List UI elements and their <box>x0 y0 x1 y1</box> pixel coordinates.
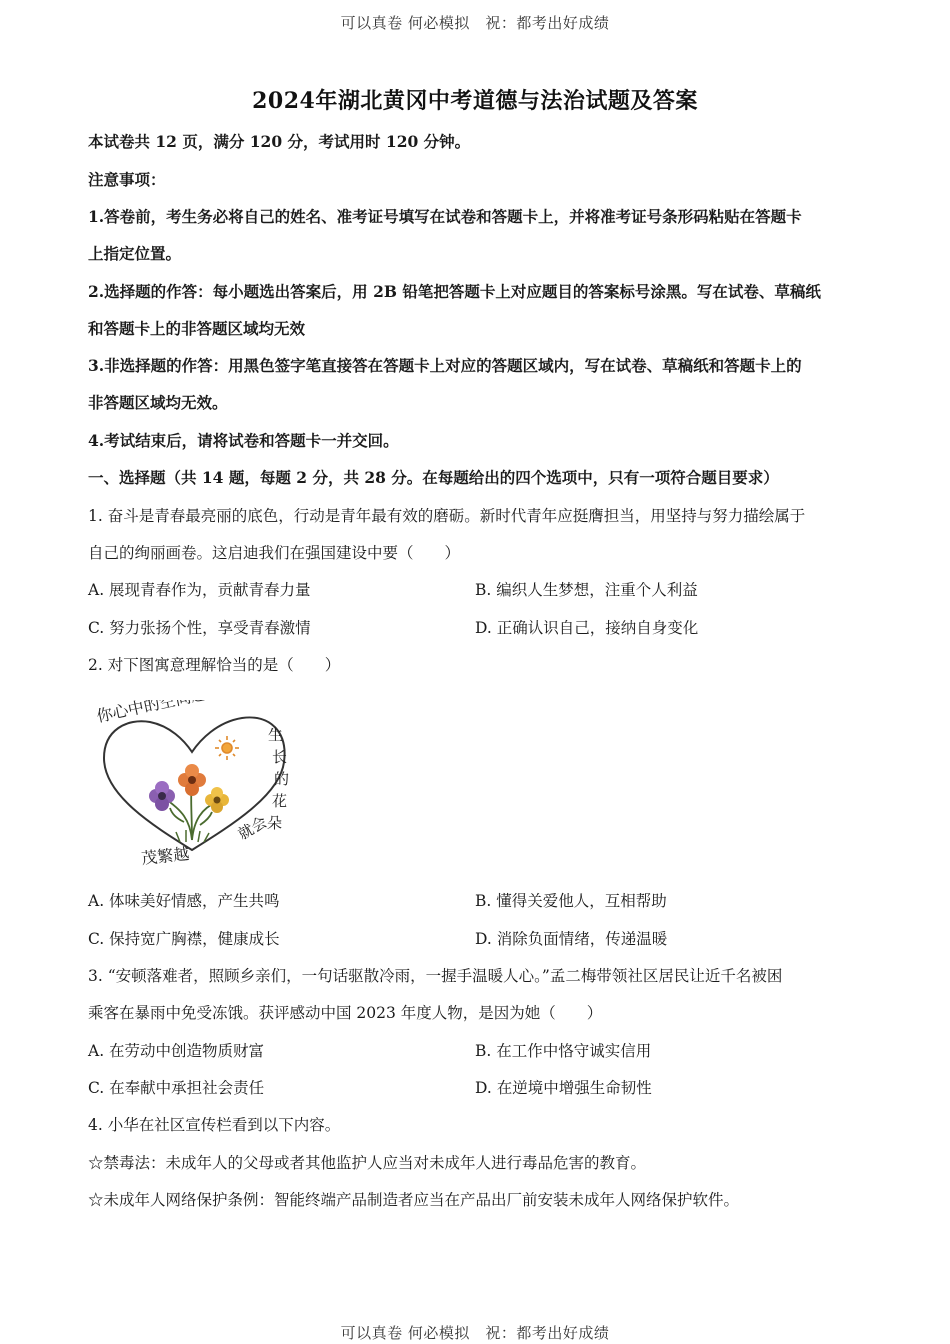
heart-flower-illustration <box>92 700 297 870</box>
sun-icon <box>215 736 239 760</box>
exam-info: 本试卷共 12 页，满分 120 分，考试用时 120 分钟。 <box>88 132 471 151</box>
q2-option-d: D. 消除负面情绪，传递温暖 <box>475 930 668 948</box>
q4-item-2: ☆未成年人网络保护条例：智能终端产品制造者应当在产品出厂前安装未成年人网络保护软件。 <box>88 1191 740 1209</box>
page-header-note: 可以真卷 何必模拟 祝：都考出好成绩 <box>340 14 610 32</box>
q4-item-1: ☆禁毒法：未成年人的父母或者其他监护人应当对未成年人进行毒品危害的教育。 <box>88 1154 647 1172</box>
q1-option-a: A. 展现青春作为，贡献青春力量 <box>88 581 311 599</box>
q3-option-b: B. 在工作中恪守诚实信用 <box>475 1042 652 1060</box>
orange-flower-icon <box>178 764 206 796</box>
notice-2a: 2.选择题的作答：每小题选出答案后，用 2B 铅笔把答题卡上对应题目的答案标号涂黑。写在试卷、草稿纸 <box>88 282 821 301</box>
svg-text:你心中的空间越大,: 你心中的空间越大, <box>94 700 230 726</box>
q1-option-d: D. 正确认识自己，接纳自身变化 <box>475 619 699 637</box>
notice-1b: 上指定位置。 <box>88 244 182 263</box>
svg-text:朵: 朵 <box>267 814 283 832</box>
q3-option-d: D. 在逆境中增强生命韧性 <box>475 1079 652 1097</box>
section-heading: 一、选择题（共 14 题，每题 2 分，共 28 分。在每题给出的四个选项中，只有一项符合题目要求） <box>88 468 779 487</box>
q2-stem: 2. 对下图寓意理解恰当的是（ ） <box>88 656 341 674</box>
q3-option-c: C. 在奉献中承担社会责任 <box>88 1079 265 1097</box>
q3-stem-line1: 3. “安顿落难者，照顾乡亲们，一句话驱散冷雨，一握手温暖人心。”孟二梅带领社区居民让近千名被困 <box>88 967 783 985</box>
q1-stem-line2: 自己的绚丽画卷。这启迪我们在强国建设中要（ ） <box>88 544 461 562</box>
q1-option-b: B. 编织人生梦想，注重个人利益 <box>475 581 698 599</box>
svg-text:就会: 就会 <box>235 812 270 844</box>
notice-3b: 非答题区域均无效。 <box>88 393 228 412</box>
q1-stem-line1: 1. 奋斗是青春最亮丽的底色，行动是青年最有效的磨砺。新时代青年应挺膺担当，用坚持与努力描绘属于 <box>88 507 806 525</box>
notice-1a: 1.答卷前，考生务必将自己的姓名、准考证号填写在试卷和答题卡上，并将准考证号条形码粘贴在答题卡 <box>88 207 802 226</box>
q3-stem-line2: 乘客在暴雨中免受冻饿。获评感动中国 2023 年度人物，是因为她（ ） <box>88 1004 603 1022</box>
q1-option-c: C. 努力张扬个性，享受青春激情 <box>88 619 311 637</box>
q2-option-c: C. 保持宽广胸襟，健康成长 <box>88 930 280 948</box>
q4-stem: 4. 小华在社区宣传栏看到以下内容。 <box>88 1116 341 1134</box>
svg-text:生: 生 <box>268 726 284 744</box>
notice-heading: 注意事项： <box>88 170 166 189</box>
q2-option-a: A. 体味美好情感，产生共鸣 <box>88 892 280 910</box>
page-title: 2024年湖北黄冈中考道德与法治试题及答案 <box>252 88 698 114</box>
svg-text:的: 的 <box>274 770 290 788</box>
svg-text:茂繁越: 茂繁越 <box>140 844 191 868</box>
q3-option-a: A. 在劳动中创造物质财富 <box>88 1042 265 1060</box>
notice-3a: 3.非选择题的作答：用黑色签字笔直接答在答题卡上对应的答题区域内，写在试卷、草稿纸和答题卡上的 <box>88 356 802 375</box>
notice-4: 4.考试结束后，请将试卷和答题卡一并交回。 <box>88 431 399 450</box>
purple-flower-icon <box>149 781 175 811</box>
q2-option-b: B. 懂得关爱他人，互相帮助 <box>475 892 667 910</box>
notice-2b: 和答题卡上的非答题区域均无效 <box>88 319 306 338</box>
yellow-flower-icon <box>205 787 229 813</box>
svg-text:花: 花 <box>272 792 288 810</box>
page-footer-note: 可以真卷 何必模拟 祝：都考出好成绩 <box>340 1324 610 1342</box>
svg-text:长: 长 <box>272 748 288 766</box>
